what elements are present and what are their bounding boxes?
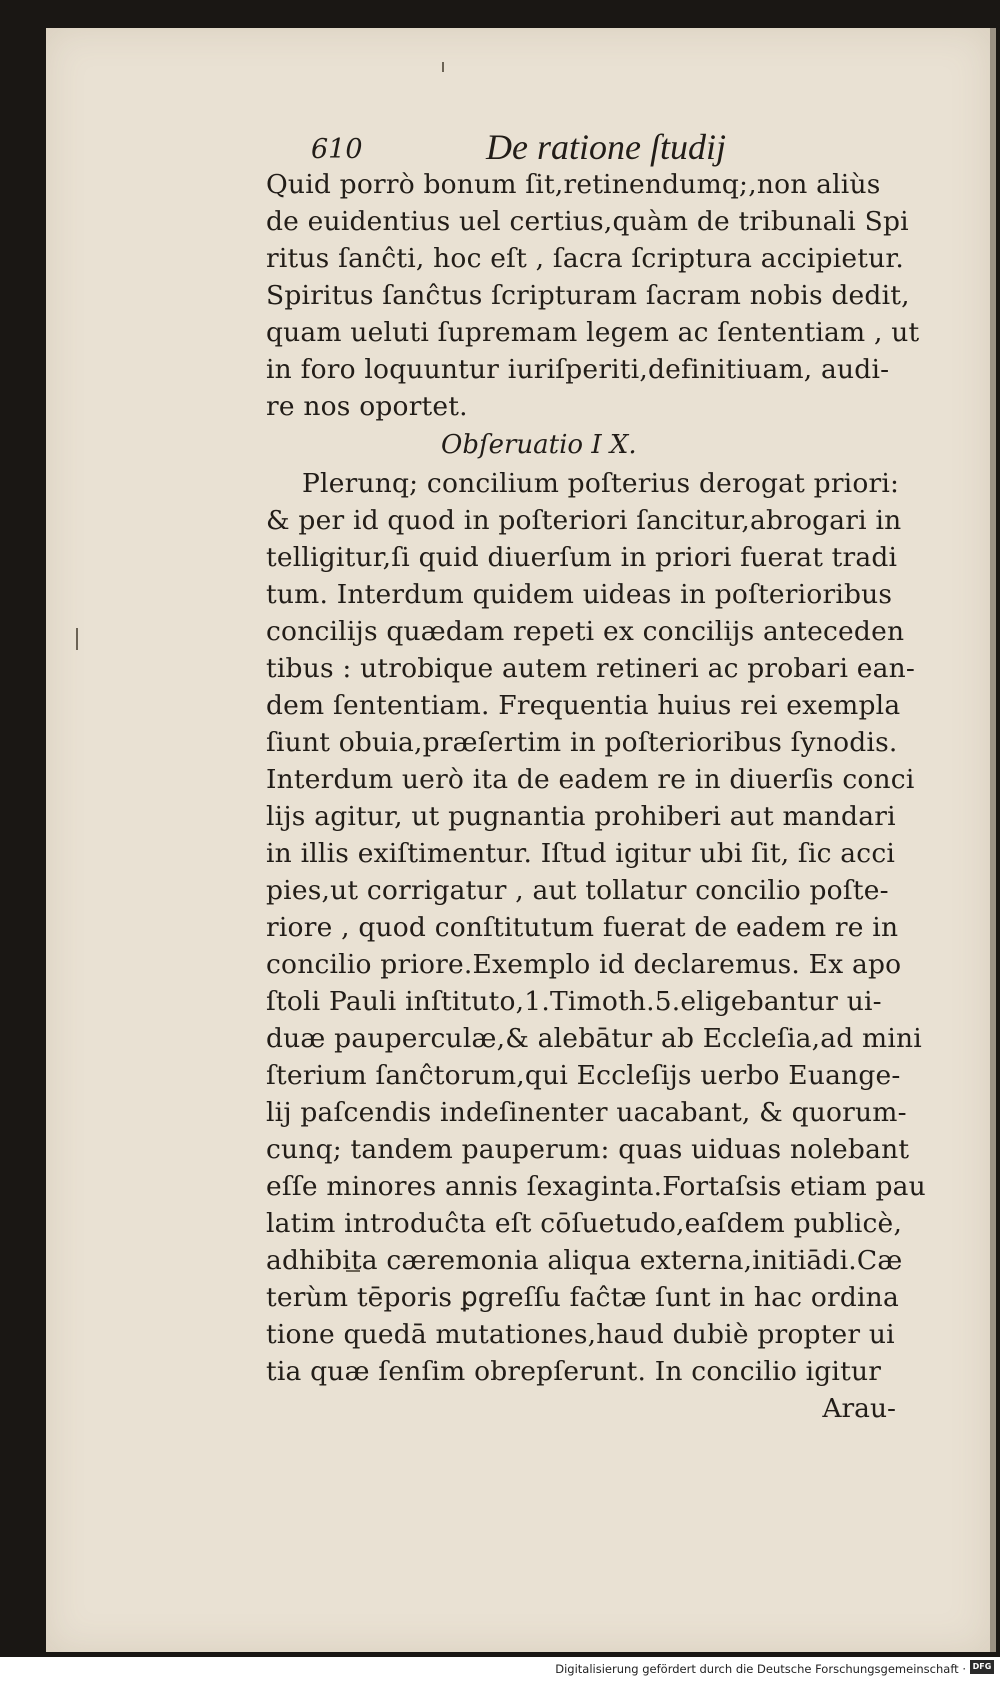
- text-line: terùm tēporis ꝑgreſſu faĉtæ ſunt in hac ordina: [266, 1282, 899, 1313]
- text-line: adhibita cæremonia aliqua externa,initiādi.Cæ: [266, 1245, 903, 1276]
- digitization-footer: [0, 1657, 1000, 1684]
- text-line: duæ pauperculæ,& alebātur ab Eccleſia,ad mini: [266, 1023, 922, 1054]
- page-text-block: [266, 112, 926, 1427]
- text-line: cunq; tandem pauperum: quas uiduas nolebant: [266, 1134, 910, 1165]
- text-line: riore , quod conſtitutum fuerat de eadem re in: [266, 912, 899, 943]
- text-line: tione quedā mutationes,haud dubiè propter ui: [266, 1319, 895, 1350]
- text-line: tibus : utrobique autem retineri ac probari ean-: [266, 653, 916, 684]
- text-line: in illis exiſtimentur. Iſtud igitur ubi ſit, ſic acci: [266, 838, 896, 869]
- text-line: concilijs quædam repeti ex concilijs anteceden: [266, 616, 905, 647]
- text-line: ſiunt obuia,præſertim in poſterioribus ſynodis.: [266, 727, 898, 758]
- funding-credit: Digitalisierung gefördert durch die Deutsche Forschungsgemeinschaft ·: [555, 1662, 966, 1676]
- text-line: ſtoli Pauli inſtituto,1.Timoth.5.eligebantur ui-: [266, 986, 882, 1017]
- text-line: lijs agitur, ut pugnantia prohiberi aut mandari: [266, 801, 896, 832]
- text-line: quam ueluti ſupremam legem ac ſententiam , ut: [266, 317, 920, 348]
- running-title: De ratione ſtudij: [486, 127, 726, 167]
- text-line: Interdum uerò ita de eadem re in diuerſis conci: [266, 764, 915, 795]
- paper-speck: [76, 628, 78, 650]
- text-line: ſterium ſanĉtorum,qui Eccleſijs uerbo Euange-: [266, 1060, 901, 1091]
- text-line: eſſe minores annis ſexaginta.Fortaſsis etiam pau: [266, 1171, 926, 1202]
- catchword: Arau-: [822, 1393, 896, 1424]
- text-line: tum. Interdum quidem uideas in poſterioribus: [266, 579, 893, 610]
- text-line: tia quæ ſenſim obrepſerunt. In concilio igitur: [266, 1356, 882, 1387]
- text-line: concilio priore.Exemplo id declaremus. Ex apo: [266, 949, 902, 980]
- text-line: telligitur,ſi quid diuerſum in priori fuerat tradi: [266, 542, 898, 573]
- page-edge: [990, 28, 996, 1652]
- running-head: [266, 112, 906, 166]
- text-line: Spiritus ſanĉtus ſcripturam ſacram nobis dedit,: [266, 280, 910, 311]
- text-line: in foro loquuntur iuriſperiti,definitiuam, audi-: [266, 354, 890, 385]
- text-line: pies,ut corrigatur , aut tollatur concilio poſte-: [266, 875, 889, 906]
- text-line: & per id quod in poſteriori ſancitur,abrogari in: [266, 505, 902, 536]
- text-line: latim introduĉta eſt cōſuetudo,eaſdem publicè,: [266, 1208, 903, 1239]
- text-line: de euidentius uel certius,quàm de tribunali Spi: [266, 206, 909, 237]
- page-number: 610: [311, 134, 363, 165]
- text-line: Plerunq; concilium poſterius derogat priori:: [302, 468, 900, 499]
- text-line: lij paſcendis indeſinenter uacabant, & quorum-: [266, 1097, 907, 1128]
- text-line: ritus ſanĉti, hoc eſt , ſacra ſcriptura accipietur.: [266, 243, 904, 274]
- section-heading: Obſeruatio I X.: [441, 430, 637, 460]
- opening-paragraph: [266, 166, 920, 425]
- paper-speck: [442, 62, 444, 72]
- text-line: dem ſententiam. Frequentia huius rei exempla: [266, 690, 901, 721]
- text-line: Quid porrò bonum ſit,retinendumq;,non aliùs: [266, 169, 881, 200]
- text-line: re nos oportet.: [266, 391, 468, 422]
- body-paragraph: [266, 465, 926, 1390]
- dfg-logo-icon: DFG: [970, 1660, 994, 1674]
